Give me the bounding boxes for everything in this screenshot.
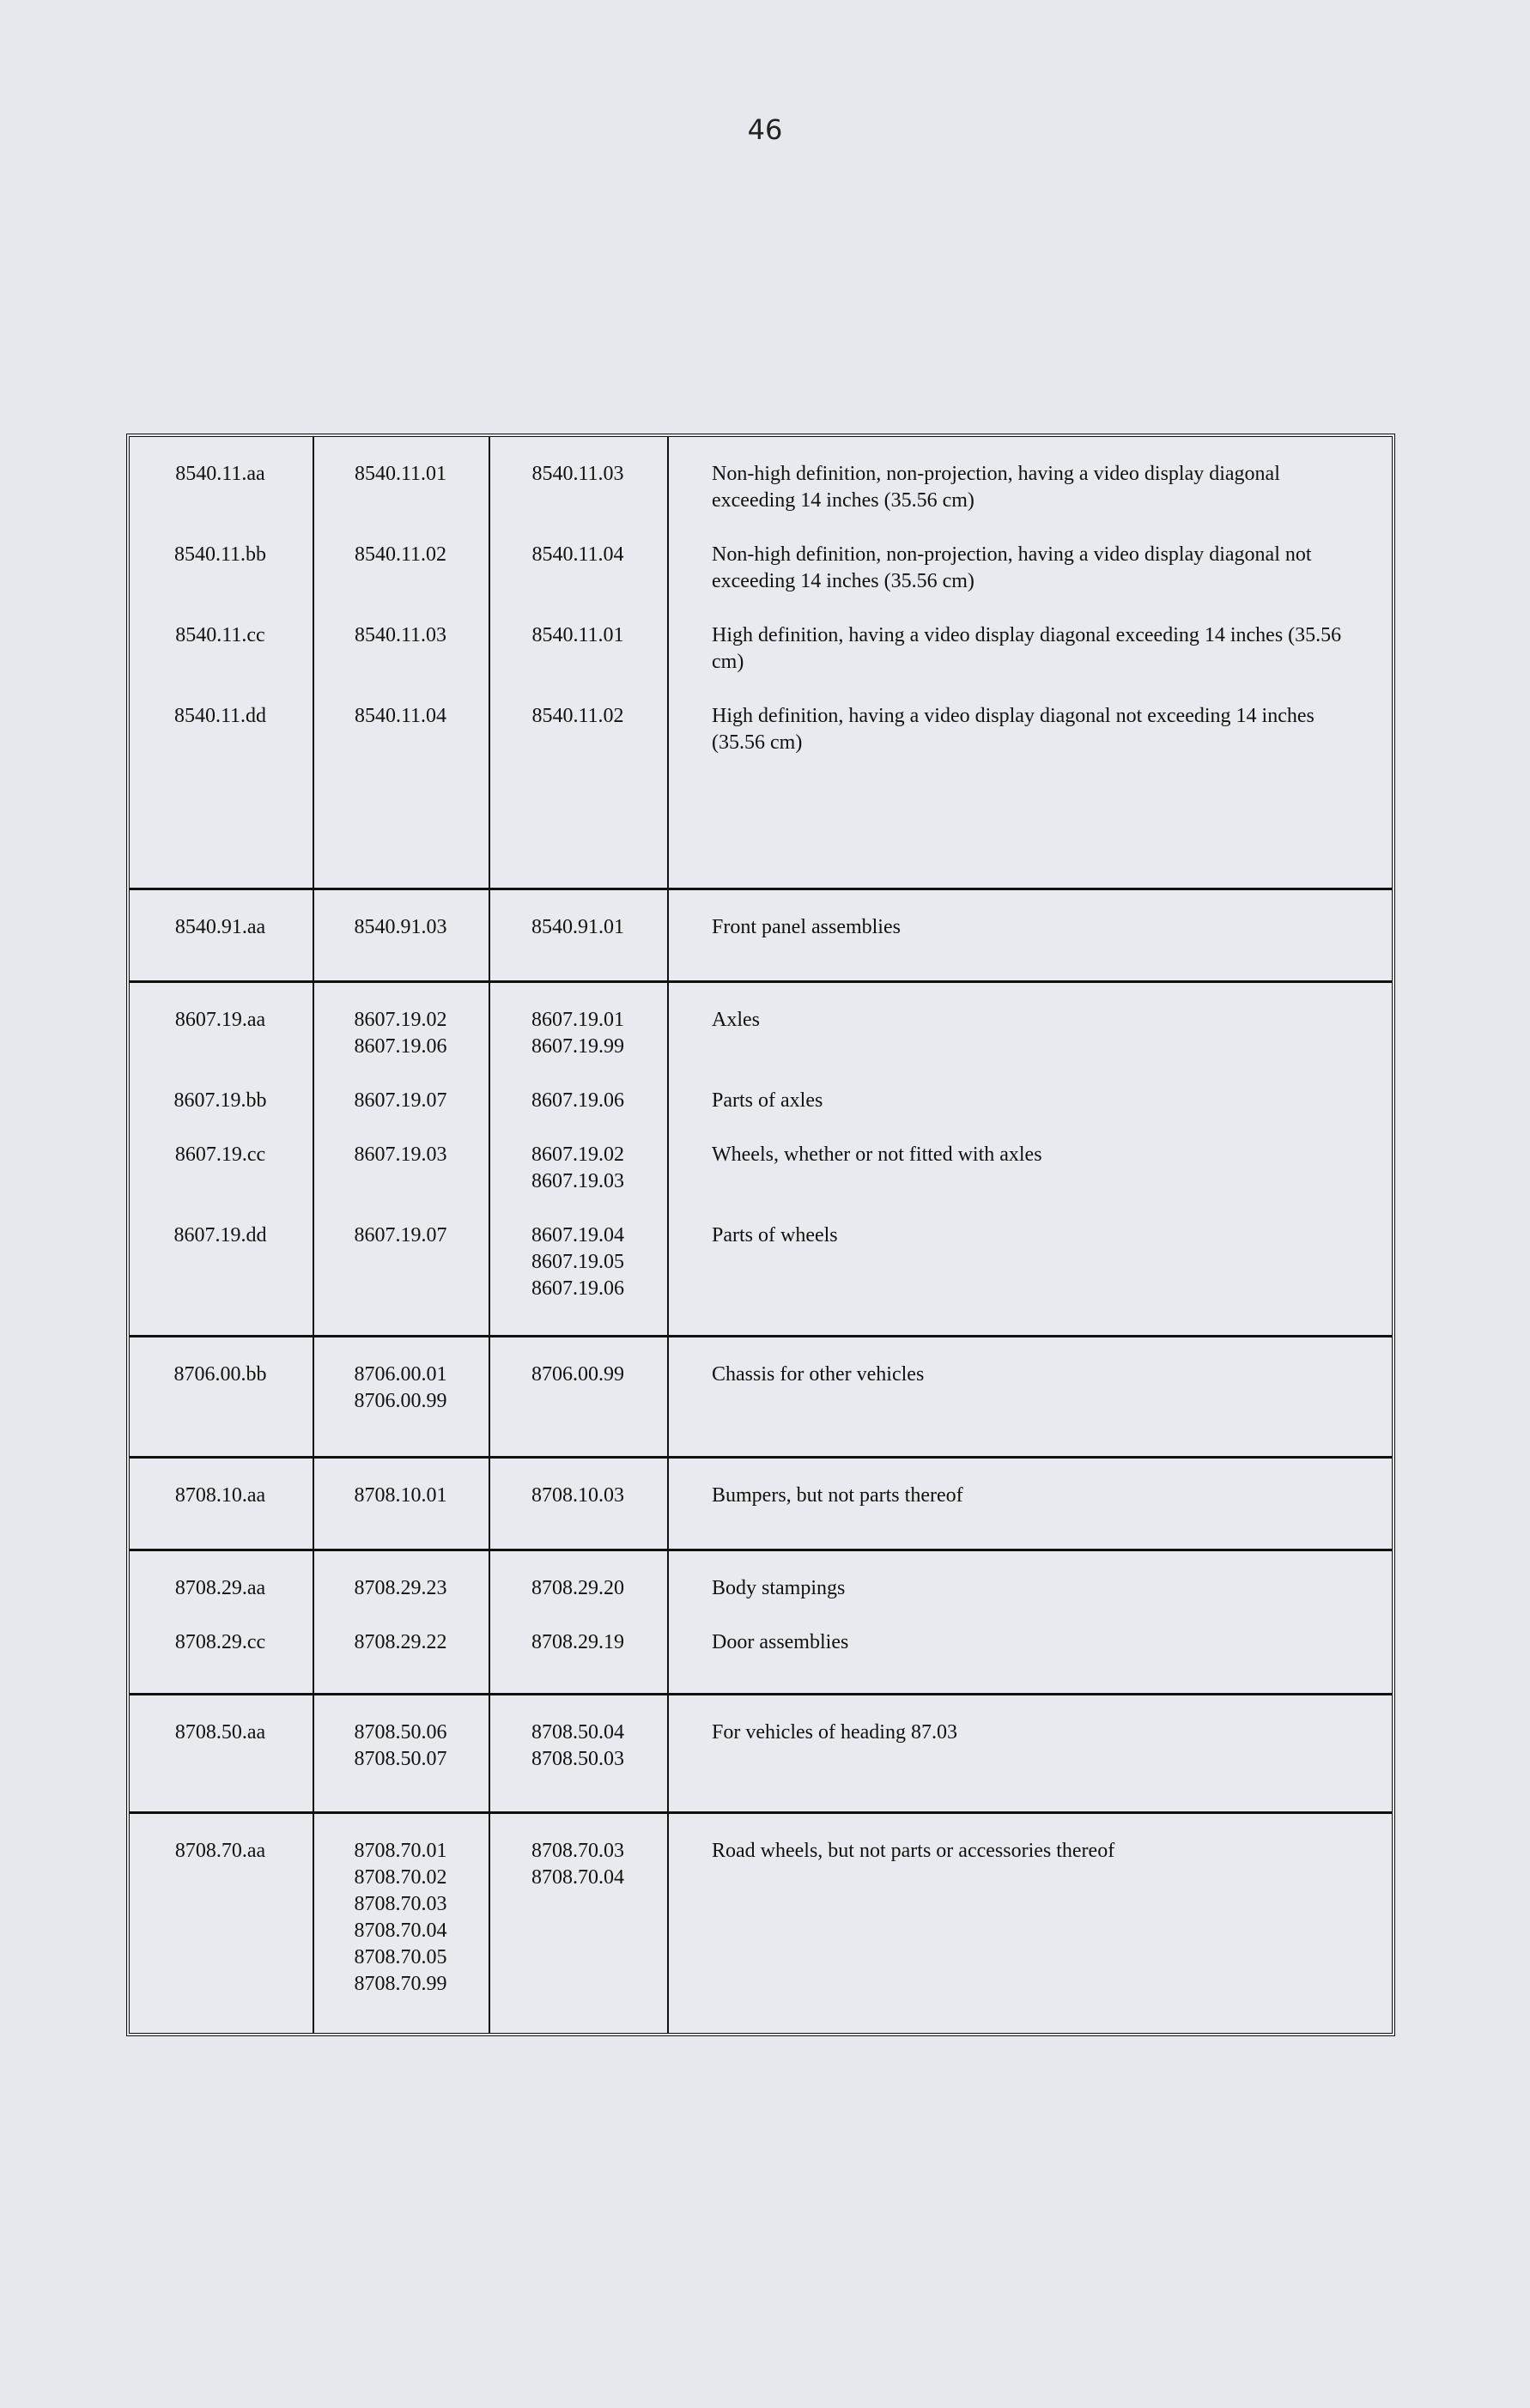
list-item [497, 1222, 659, 1302]
table-row-group [130, 890, 1392, 983]
list-item [712, 1007, 1366, 1060]
description-text: Front panel assemblies [712, 916, 901, 938]
list-item [497, 542, 659, 595]
ca-code-cell [130, 1337, 314, 1456]
us-code-cell [314, 437, 490, 888]
code-value: 8540.91.aa [174, 916, 266, 938]
code-value: 8607.19.01 [531, 1009, 624, 1031]
code-value: 8708.50.04 [531, 1721, 624, 1744]
ca-code-cell [130, 437, 314, 888]
description-cell [669, 1337, 1392, 1456]
list-item [497, 461, 659, 514]
code-value: 8607.19.04 [531, 1224, 624, 1246]
code-value: 8607.19.06 [354, 1035, 447, 1058]
list-item [321, 1222, 480, 1302]
code-value: 8607.19.cc [174, 1143, 266, 1166]
code-value: 8708.70.aa [174, 1840, 266, 1862]
description-text: Non-high definition, non-projection, having a video display diagonal not exceeding 14 inches (35.56 cm) [712, 543, 1312, 592]
list-item [137, 1629, 304, 1656]
code-value: 8607.19.dd [173, 1224, 267, 1246]
code-value: 8540.11.cc [175, 624, 265, 646]
code-value: 8540.11.02 [354, 543, 447, 566]
list-item [137, 1222, 304, 1302]
us-code-cell [314, 1551, 490, 1693]
mx-code-cell [490, 1551, 669, 1693]
list-item [497, 1483, 659, 1509]
description-cell [669, 1459, 1392, 1549]
us-code-cell [314, 983, 490, 1335]
code-value: 8607.19.03 [354, 1143, 447, 1166]
list-item [321, 1483, 480, 1509]
list-item [497, 1362, 659, 1415]
us-code-cell [314, 1814, 490, 2033]
mx-code-cell [490, 983, 669, 1335]
description-cell [669, 1814, 1392, 2033]
list-item [497, 1142, 659, 1195]
list-item [321, 1720, 480, 1773]
code-value: 8708.50.06 [354, 1721, 447, 1744]
code-value: 8706.00.99 [531, 1363, 624, 1386]
list-item [497, 703, 659, 756]
table-row-group [130, 983, 1392, 1337]
mx-code-cell [490, 1695, 669, 1811]
list-item [137, 1088, 304, 1114]
code-value: 8708.70.05 [354, 1946, 447, 1968]
list-item [321, 1575, 480, 1602]
code-value: 8607.19.aa [174, 1009, 266, 1031]
code-value: 8540.11.01 [531, 624, 624, 646]
mx-code-cell [490, 890, 669, 980]
code-value: 8706.00.bb [173, 1363, 267, 1386]
mx-code-cell [490, 437, 669, 888]
code-value: 8708.10.aa [174, 1484, 266, 1507]
code-value: 8540.11.03 [531, 463, 624, 485]
list-item [321, 542, 480, 595]
list-item [137, 1720, 304, 1773]
list-item [712, 1362, 1366, 1415]
us-code-cell [314, 890, 490, 980]
code-value: 8708.29.23 [354, 1577, 447, 1599]
list-item [712, 703, 1366, 756]
list-item [137, 461, 304, 514]
code-value: 8607.19.07 [354, 1089, 447, 1112]
list-item [712, 1088, 1366, 1114]
list-item [321, 1088, 480, 1114]
list-item [712, 1575, 1366, 1602]
code-value: 8607.19.06 [531, 1089, 624, 1112]
list-item [137, 703, 304, 756]
description-text: For vehicles of heading 87.03 [712, 1721, 957, 1744]
description-text: Axles [712, 1009, 760, 1031]
list-item [137, 1142, 304, 1195]
description-text: Door assemblies [712, 1631, 849, 1653]
list-item [321, 1362, 480, 1415]
list-item [712, 622, 1366, 676]
table-row-group [130, 437, 1392, 890]
mx-code-cell [490, 1337, 669, 1456]
list-item [137, 542, 304, 595]
list-item [321, 1142, 480, 1195]
list-item [137, 1575, 304, 1602]
code-value: 8708.29.cc [174, 1631, 266, 1653]
description-text: High definition, having a video display diagonal not exceeding 14 inches (35.56 cm) [712, 705, 1314, 754]
us-code-cell [314, 1459, 490, 1549]
code-value: 8607.19.05 [531, 1251, 624, 1273]
description-cell [669, 983, 1392, 1335]
description-text: Parts of axles [712, 1089, 823, 1112]
table-row-group [130, 1459, 1392, 1551]
description-text: Chassis for other vehicles [712, 1363, 925, 1386]
code-value: 8706.00.01 [354, 1363, 447, 1386]
code-value: 8708.70.03 [531, 1840, 624, 1862]
ca-code-cell [130, 890, 314, 980]
code-value: 8708.70.01 [354, 1840, 447, 1862]
ca-code-cell [130, 1459, 314, 1549]
description-cell [669, 437, 1392, 888]
description-cell [669, 890, 1392, 980]
code-value: 8708.29.19 [531, 1631, 624, 1653]
us-code-cell [314, 1695, 490, 1811]
code-value: 8708.70.04 [531, 1866, 624, 1889]
description-text: Bumpers, but not parts thereof [712, 1484, 963, 1507]
code-value: 8540.11.bb [173, 543, 267, 566]
code-value: 8708.70.04 [354, 1920, 447, 1942]
list-item [497, 1629, 659, 1656]
list-item [497, 1720, 659, 1773]
list-item [321, 1007, 480, 1060]
code-value: 8706.00.99 [354, 1390, 447, 1412]
list-item [321, 461, 480, 514]
code-value: 8607.19.06 [531, 1277, 624, 1300]
code-value: 8708.50.03 [531, 1748, 624, 1770]
code-value: 8708.50.07 [354, 1748, 447, 1770]
us-code-cell [314, 1337, 490, 1456]
list-item [321, 703, 480, 756]
list-item [712, 1720, 1366, 1773]
code-value: 8540.11.04 [354, 705, 447, 727]
list-item [712, 1142, 1366, 1195]
list-item [712, 914, 1366, 941]
list-item [712, 1629, 1366, 1656]
list-item [712, 1838, 1366, 1998]
list-item [712, 1483, 1366, 1509]
list-item [497, 1088, 659, 1114]
code-value: 8607.19.02 [531, 1143, 624, 1166]
code-value: 8708.70.99 [354, 1973, 447, 1995]
ca-code-cell [130, 1814, 314, 2033]
list-item [497, 1007, 659, 1060]
code-value: 8540.91.01 [531, 916, 624, 938]
code-value: 8607.19.02 [354, 1009, 447, 1031]
code-value: 8708.29.20 [531, 1577, 624, 1599]
code-value: 8708.70.03 [354, 1893, 447, 1915]
list-item [137, 1838, 304, 1998]
list-item [137, 1483, 304, 1509]
code-value: 8540.11.02 [531, 705, 624, 727]
list-item [497, 1575, 659, 1602]
table-row-group [130, 1695, 1392, 1814]
ca-code-cell [130, 983, 314, 1335]
list-item [321, 1838, 480, 1998]
table-row-group [130, 1551, 1392, 1695]
list-item [321, 914, 480, 941]
list-item [712, 461, 1366, 514]
list-item [712, 1222, 1366, 1302]
description-text: Parts of wheels [712, 1224, 838, 1246]
code-value: 8540.11.04 [531, 543, 624, 566]
code-value: 8540.11.01 [354, 463, 447, 485]
ca-code-cell [130, 1695, 314, 1811]
description-text: Non-high definition, non-projection, having a video display diagonal exceeding 14 inches (35.56 cm) [712, 463, 1280, 512]
code-value: 8540.11.aa [175, 463, 265, 485]
description-text: High definition, having a video display diagonal exceeding 14 inches (35.56 cm) [712, 624, 1342, 673]
description-text: Wheels, whether or not fitted with axles [712, 1143, 1042, 1166]
list-item [497, 914, 659, 941]
mx-code-cell [490, 1814, 669, 2033]
code-value: 8540.91.03 [354, 916, 447, 938]
tariff-table [126, 434, 1395, 2036]
code-value: 8607.19.07 [354, 1224, 447, 1246]
code-value: 8708.50.aa [174, 1721, 266, 1744]
code-value: 8607.19.03 [531, 1170, 624, 1192]
list-item [497, 622, 659, 676]
list-item [321, 622, 480, 676]
code-value: 8607.19.bb [173, 1089, 267, 1112]
code-value: 8708.10.01 [354, 1484, 447, 1507]
code-value: 8708.70.02 [354, 1866, 447, 1889]
mx-code-cell [490, 1459, 669, 1549]
list-item [137, 914, 304, 941]
description-cell [669, 1695, 1392, 1811]
code-value: 8708.29.aa [174, 1577, 266, 1599]
code-value: 8540.11.03 [354, 624, 447, 646]
description-cell [669, 1551, 1392, 1693]
code-value: 8708.29.22 [354, 1631, 447, 1653]
description-text: Body stampings [712, 1577, 846, 1599]
list-item [137, 622, 304, 676]
list-item [321, 1629, 480, 1656]
code-value: 8540.11.dd [173, 705, 267, 727]
list-item [137, 1362, 304, 1415]
ca-code-cell [130, 1551, 314, 1693]
code-value: 8708.10.03 [531, 1484, 624, 1507]
table-row-group [130, 1814, 1392, 2033]
list-item [137, 1007, 304, 1060]
table-row-group [130, 1337, 1392, 1459]
code-value: 8607.19.99 [531, 1035, 624, 1058]
description-text: Road wheels, but not parts or accessories thereof [712, 1840, 1115, 1862]
page-number: 46 [747, 113, 783, 146]
list-item [497, 1838, 659, 1998]
list-item [712, 542, 1366, 595]
